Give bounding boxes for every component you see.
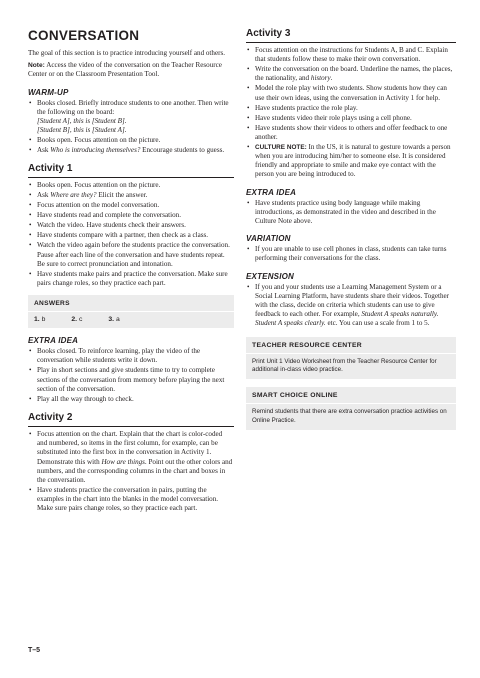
left-column bbox=[28, 28, 234, 514]
answer-3: 3. a bbox=[108, 316, 120, 324]
note-label: Note: bbox=[28, 62, 45, 70]
list-item: • Books open. Focus attention on the picture. bbox=[28, 181, 234, 190]
list-item: • Write the conversation on the board. Underline the names, the places, the nationality, and history. bbox=[246, 65, 456, 83]
smart-body: Remind students that there are extra conversation practice activities on Online Practice. bbox=[252, 408, 447, 424]
activity-3-heading: Activity 3 bbox=[246, 28, 456, 43]
list-item: • Focus attention on the model conversation. bbox=[28, 201, 234, 210]
trc-body: Print Unit 1 Video Worksheet from the Teacher Resource Center for additional in-class video practice. bbox=[252, 357, 437, 374]
list-item: • Watch the video again before the students practice the conversation. Pause after each line of the conversation and have students repeat. Be sure to correct pronunciation and intonation. bbox=[28, 241, 234, 269]
list-item: • Ask Who is introducing themselves? Encourage students to guess. bbox=[28, 146, 234, 155]
page-number: T–5 bbox=[28, 647, 41, 654]
list-item: • Have students practice the role play. bbox=[246, 104, 456, 113]
list-item: • Have students show their videos to others and offer feedback to one another. bbox=[246, 124, 456, 142]
answers-heading: ANSWERS bbox=[28, 295, 234, 312]
extra-idea-heading: EXTRA IDEA bbox=[28, 336, 79, 346]
list-item: • If you are unable to use cell phones in class, students can take turns performing their conversations for the class. bbox=[246, 245, 456, 263]
list-item: • Have students practice the conversation in pairs, putting the examples in the chart into the blanks in the model conversation. Make sure pairs change roles, so they practice each part. bbox=[28, 486, 234, 514]
list-item: • Play all the way through to check. bbox=[28, 395, 234, 404]
list-item: • Have students video their role plays using a cell phone. bbox=[246, 114, 456, 123]
list-item: • Books open. Focus attention on the picture. bbox=[28, 136, 234, 145]
variation-heading: VARIATION bbox=[246, 234, 291, 244]
answer-1: 1. b bbox=[34, 316, 46, 324]
list-item: • CULTURE NOTE: In the US, it is natural to gesture towards a person when you are introducing him/her to someone else. It is considered friendly and appropriate to smile and make eye contact with the person you are being introduced to. bbox=[246, 143, 456, 180]
warmup-list bbox=[28, 99, 234, 117]
intro-text: The goal of this section is to practice introducing yourself and others. bbox=[28, 49, 225, 57]
list-item: • Have students read and complete the conversation. bbox=[28, 211, 234, 220]
extra-idea-list bbox=[28, 347, 234, 404]
list-item: • Have students practice using body language while making introductions, as demonstrated in the video and described in the Culture Note above. bbox=[246, 199, 456, 227]
smart-choice-online-box bbox=[246, 387, 456, 430]
answers-row bbox=[28, 312, 234, 328]
smart-heading: SMART CHOICE ONLINE bbox=[246, 387, 456, 404]
culture-note-label: CULTURE NOTE: bbox=[255, 143, 307, 151]
activity-2-heading: Activity 2 bbox=[28, 412, 234, 427]
list-item: • Play in short sections and give students time to try to complete sections of the conversation from memory before playing the next section of the conversation. bbox=[28, 366, 234, 394]
list-item: • If you and your students use a Learning Management System or a Social Learning Platform, have students share their videos. Together with the class, decide on criteria which students can use to give feedback to each other. For example, Student A speaks naturally. Student A speaks clearly. etc. You can use a scale from 1 to 5. bbox=[246, 283, 456, 329]
list-item: • Focus attention on the chart. Explain that the chart is color-coded and numbered, so items in the first column, for example, can be substituted into the first box in the conversation in Activity 1. Demonstrate this with How are things. Point out the other colors and numbers, and the corresponding columns in the chart and boxes in the conversation. bbox=[28, 430, 234, 485]
page-title: CONVERSATION bbox=[28, 28, 140, 43]
extra-idea-heading-right: EXTRA IDEA bbox=[246, 187, 297, 197]
note-text bbox=[28, 61, 234, 79]
trc-heading: TEACHER RESOURCE CENTER bbox=[246, 337, 456, 354]
list-item: • Ask Where are they? Elicit the answer. bbox=[28, 191, 234, 200]
list-item: • Books closed. To reinforce learning, play the video of the conversation while students write it down. bbox=[28, 347, 234, 365]
answer-2: 2. c bbox=[71, 316, 83, 324]
note-body: Access the video of the conversation on the Teacher Resource Center or on the Classroom Presentation Tool. bbox=[28, 61, 222, 79]
teacher-resource-center-box bbox=[246, 337, 456, 380]
list-item: • Have students make pairs and practice the conversation. Make sure pairs change roles, so they practice each part. bbox=[28, 270, 234, 288]
board-line-1: [Student A], this is [Student B]. bbox=[37, 117, 127, 126]
list-item: • Books closed. Briefly introduce students to one another. Then write the following on the board: bbox=[28, 99, 234, 117]
list-item: • Watch the video. Have students check their answers. bbox=[28, 221, 234, 230]
list-item: • Focus attention on the instructions for Students A, B and C. Explain that students follow these to make their own conversation. bbox=[246, 46, 456, 64]
activity-2-list bbox=[28, 430, 234, 514]
right-column bbox=[246, 28, 456, 430]
board-line-2: [Student B], this is [Student A]. bbox=[37, 126, 127, 135]
activity-1-list bbox=[28, 181, 234, 288]
list-item: • Have students compare with a partner, then check as a class. bbox=[28, 231, 234, 240]
activity-1-heading: Activity 1 bbox=[28, 163, 234, 178]
list-item: • Model the role play with two students. Show students how they can use their own ideas, using the conversation in Activity 1 for help. bbox=[246, 84, 456, 102]
extension-heading: EXTENSION bbox=[246, 271, 295, 281]
activity-3-list bbox=[246, 46, 456, 180]
answers-box bbox=[28, 295, 234, 328]
warmup-heading: WARM-UP bbox=[28, 87, 69, 97]
